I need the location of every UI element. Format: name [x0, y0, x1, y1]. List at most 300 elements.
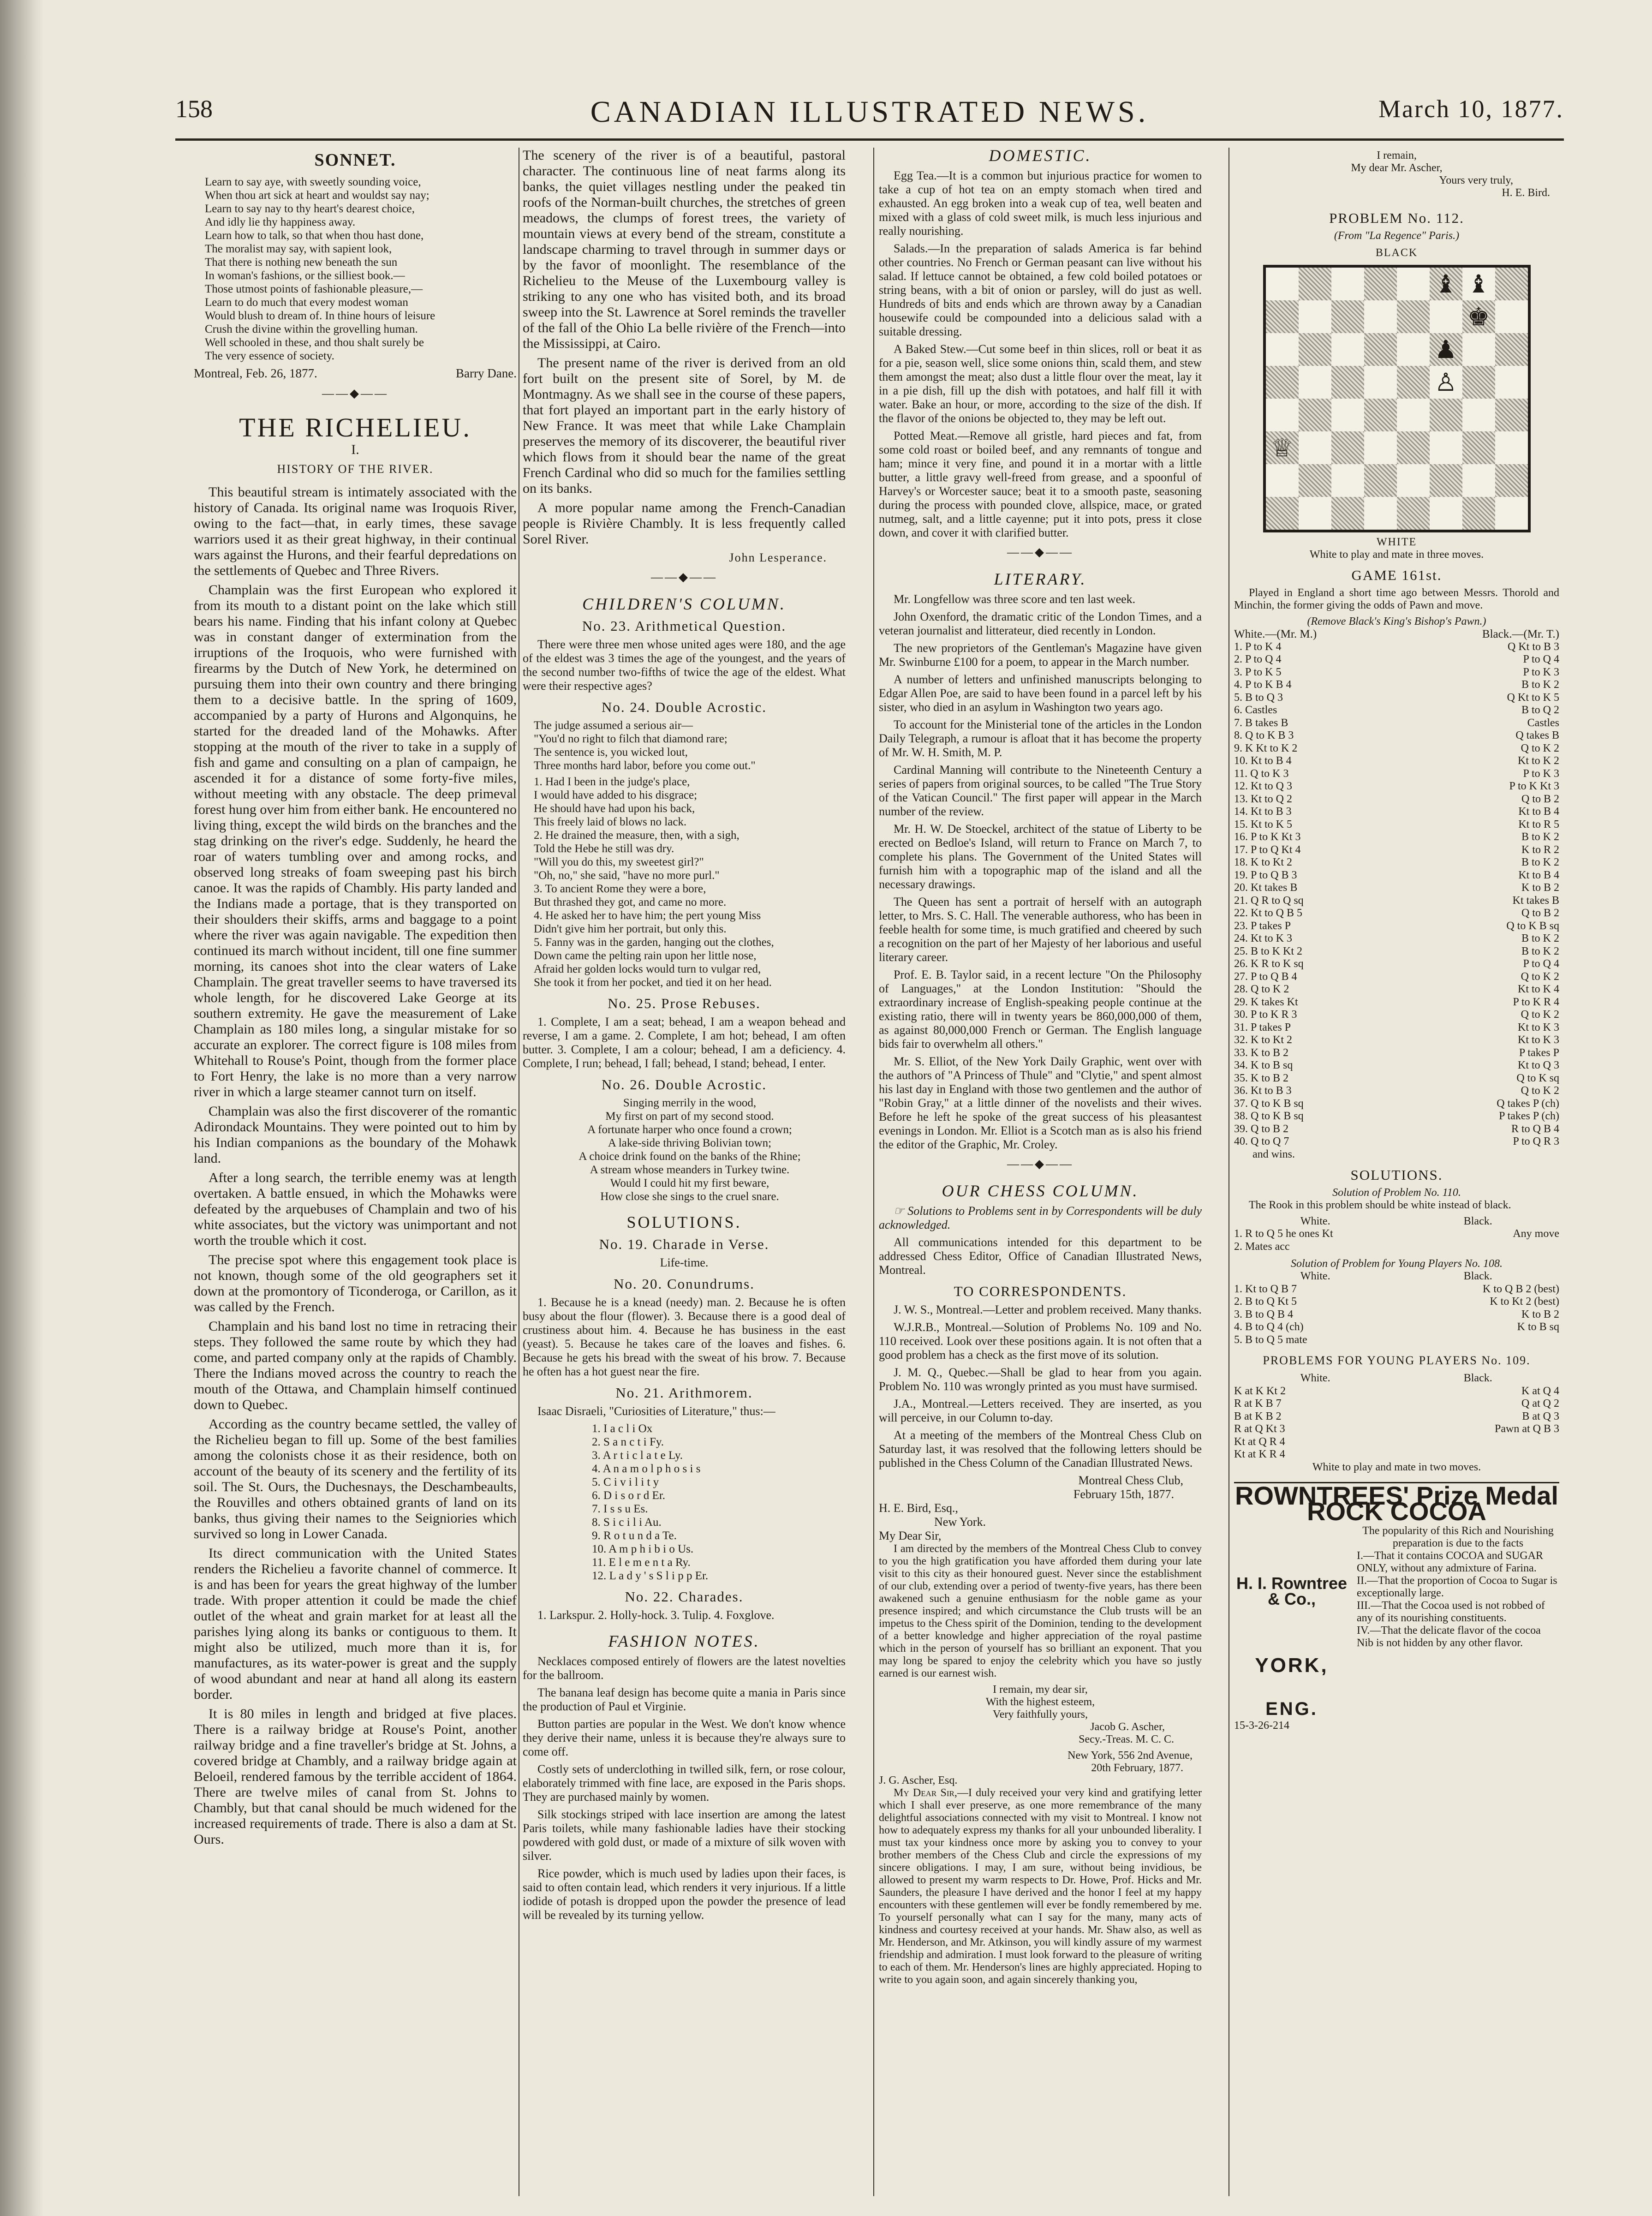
poem-line: The sentence is, you wicked lout, [534, 746, 688, 759]
solutions-title: SOLUTIONS. [626, 1213, 742, 1231]
arithmorem-row: 6. D i s o r d Er. [592, 1489, 666, 1502]
white-move: K at K Kt 2 [1234, 1385, 1286, 1397]
board-square [1397, 464, 1430, 497]
board-square [1266, 268, 1299, 300]
white-move: 16. P to K Kt 3 [1234, 831, 1301, 843]
reply-date: 20th February, 1877. [1091, 1762, 1183, 1774]
richelieu-author: John Lesperance. [729, 551, 827, 564]
advert-point: III.—That the Cocoa used is not robbed of any of its nourishing constituents. [1357, 1599, 1545, 1624]
advert-maker: H. I. Rowntree & Co., [1236, 1573, 1348, 1608]
board-square [1495, 366, 1528, 399]
black-move: K to B sq [1517, 1321, 1559, 1333]
column-1 [194, 148, 517, 2196]
white-move: 2. B to Q Kt 5 [1234, 1296, 1297, 1308]
q24-clues [534, 775, 846, 989]
column-2 [523, 148, 846, 2196]
paragraph: Mr. H. W. De Stoeckel, architect of the statue of Liberty to be erected on Bedloe's Island, will return to France on March 7, to complete his plans. The Government of the United States will furnish him with a topographic map of the island and all the necessary drawings. [879, 822, 1202, 891]
paragraph: Champlain was the first European who explored it from its mouth to a distant point on the lake which still bears his name. Finding that his infant colony at Quebec was in constant danger of extermination from the irruptions of the Iroquois, who were furnished with firearms by the Dutch of New York, he determined on pursuing them into their own country and there bringing them to a decisive battle. In the spring of 1609, accompanied by a party of Hurons and Algonquins, he started for the dreaded land of the Mohawks. After stopping at the mouth of the river to take in a supply of fish and game and consulting on a plan of campaign, he ascended it for a distance of some forty-five miles, without meeting with any obstacle. The deep primeval forest hung over him from either bank. He encountered no living thing, except the wild birds on the branches and the stag drinking on the river's edge. Suddenly, he heard the roar of waters tumbling over and among rocks, and observed long streaks of foam sweeping past his birch canoe. It was the rapids of Chambly. His party landed and the Indians made a portage, that is they transported on their shoulders their skiffs, arms and baggage to a point where the river was again navigable. The expedition then continued its march without incident, till one fine summer morning, its canoes shot into the clear waters of Lake Champlain. The great traveller seems to have traversed its whole length, for he discovered Lake George at its southern extremity. He gave the measurement of Lake Champlain as 180 miles long, a singular mistake for so accurate an explorer. The correct figure is 108 miles from Whitehall to Rouse's Point, though from the former place to Fort Henry, the lake is no more than a very narrow river in which a large steamer cannot turn on itself. [194, 582, 517, 1099]
correspondent-note: J. W. S., Montreal.—Letter and problem received. Many thanks. [894, 1303, 1202, 1316]
poem-line: "You'd no right to filch that diamond rare; [534, 733, 728, 745]
poem-line: Afraid her golden locks would turn to vulgar red, [534, 963, 761, 975]
white-move: 36. Kt to B 3 [1234, 1085, 1292, 1097]
q24-intro [534, 719, 846, 772]
paragraph: Champlain was also the first discoverer of the romantic Adirondack Mountains. They were pointed out to him by his Indian companions as the boundary of the Mohawk land. [194, 1104, 517, 1166]
reply-close-2: My dear Mr. Ascher, [1351, 162, 1443, 174]
ornament-divider: ——◆—— [1007, 545, 1074, 559]
board-square [1299, 497, 1331, 530]
black-move: P to Q 4 [1523, 653, 1559, 665]
s22-title: No. 22. Charades. [625, 1589, 744, 1605]
s19-title: No. 19. Charade in Verse. [599, 1236, 769, 1252]
paragraph: Its direct communication with the United States renders the Richelieu a favorite channel of commerce. It is and has been for years the great highway of the lumber trade. With proper attention it could be made the chief outlet of the wheat and grain market for at least all the parishes lying along its banks or contiguous to them. It might also be utilized, much more than it is, for manufactures, as its water-power is great and the supply of wood abundant and near at hand all along its eastern border. [194, 1546, 517, 1702]
arithmorem-row: 7. I s s u Es. [592, 1503, 648, 1515]
black-move: Kt takes B [1512, 894, 1559, 907]
board-square [1462, 300, 1495, 333]
black-move: Any move [1513, 1228, 1559, 1240]
correspondent-note: J.A., Montreal.—Letters received. They are inserted, as you will perceive, in our Column to-day. [879, 1397, 1202, 1424]
problem-caption: White to play and mate in three moves. [1309, 549, 1484, 561]
board-square [1364, 268, 1397, 300]
binding-shadow [0, 0, 44, 2216]
chess-column-title: OUR CHESS COLUMN. [942, 1182, 1139, 1200]
black-move: B to Q 2 [1521, 704, 1559, 716]
poem-line: But thrashed they got, and came no more. [534, 896, 727, 908]
recipient: H. E. Bird, Esq., [879, 1501, 958, 1515]
s21-title: No. 21. Arithmorem. [615, 1385, 753, 1401]
board-square [1364, 300, 1397, 333]
black-move: Kt to K 3 [1518, 1021, 1559, 1033]
board-square [1430, 399, 1462, 431]
poem-line: And idly lie thy happiness away. [205, 216, 356, 228]
white-move: 25. B to K Kt 2 [1234, 945, 1303, 957]
white-move: 18. K to Kt 2 [1234, 856, 1292, 868]
black-move: Kt to B 4 [1518, 869, 1559, 881]
poem-line: That there is nothing new beneath the sun [205, 256, 398, 269]
p110-white-header: White. [1300, 1215, 1330, 1227]
young-white-header: White. [1300, 1372, 1330, 1384]
black-move: P takes P [1519, 1046, 1559, 1059]
white-move: 35. K to B 2 [1234, 1072, 1289, 1084]
column-3 [879, 148, 1202, 2196]
poem-line: 5. Fanny was in the garden, hanging out the clothes, [534, 936, 774, 949]
black-move: Q to K 2 [1521, 970, 1559, 983]
white-move: 5. B to Q 5 mate [1234, 1333, 1307, 1346]
solutions-title-chess: SOLUTIONS. [1350, 1166, 1443, 1183]
advert-point: IV.—That the delicate flavor of the cocoa Nib is not hidden by any other flavor. [1357, 1624, 1541, 1649]
q25-title: No. 25. Prose Rebuses. [608, 995, 761, 1011]
black-move: Kt to K 3 [1518, 1034, 1559, 1046]
masthead [175, 95, 1564, 136]
white-move: 14. Kt to B 3 [1234, 806, 1292, 818]
black-move: R to Q B 4 [1511, 1123, 1559, 1135]
white-move: 37. Q to K B sq [1234, 1097, 1304, 1110]
board-square [1266, 431, 1299, 464]
fashion-title: FASHION NOTES. [608, 1632, 760, 1650]
header-rule [175, 138, 1564, 141]
sonnet-place: Montreal, Feb. 26, 1877. [194, 366, 317, 380]
white-move: 1. R to Q 5 he ones Kt [1234, 1228, 1333, 1240]
advert-code: 15-3-26-214 [1234, 1719, 1289, 1732]
board-square [1364, 497, 1397, 530]
board-black-label: BLACK [1375, 247, 1418, 259]
black-move: P to K 3 [1523, 767, 1559, 780]
arithmorem-row: 4. A n a m o l p h o s i s [592, 1463, 701, 1475]
board-square [1430, 300, 1462, 333]
reply-salutation: My Dear Sir, [894, 1787, 957, 1799]
paragraph: Mr. S. Elliot, of the New York Daily Graphic, went over with the authors of "A Princess of Thule" and "Clytie," and spent almost his last day in England with those two gentlemen and the author of "Robin Gray," at a little dinner of the novelists and their wives. Before he left he spoke of the great success of his pleasantest evenings in London. Mr. Elliot is a Scotch man as is also his friend the editor of the Graphic, Mr. Croley. [879, 1055, 1202, 1151]
black-move: B to K 2 [1521, 831, 1559, 843]
board-square [1266, 333, 1299, 366]
club-date: February 15th, 1877. [1073, 1487, 1174, 1501]
young-title: PROBLEMS FOR YOUNG PLAYERS No. 109. [1263, 1354, 1531, 1367]
white-move: 10. Kt to B 4 [1234, 755, 1292, 767]
board-square [1397, 300, 1430, 333]
ypp-black-header: Black. [1463, 1270, 1492, 1282]
white-header: White.—(Mr. M.) [1234, 628, 1317, 640]
black-move: Q takes B [1515, 729, 1559, 741]
poem-line: Told the Hebe he still was dry. [534, 842, 674, 855]
white-move: 11. Q to K 3 [1234, 767, 1289, 780]
poem-line: The judge assumed a serious air— [534, 719, 693, 732]
correspondents-title: TO CORRESPONDENTS. [954, 1283, 1127, 1299]
domestic-title: DOMESTIC. [989, 148, 1092, 165]
black-move: Q to K 2 [1521, 742, 1559, 754]
paragraph: To account for the Ministerial tone of the articles in the London Daily Telegraph, a rumour is afloat that it has become the property of Mr. W. H. Smith, M. P. [879, 718, 1202, 759]
black-move: K to R 2 [1521, 843, 1559, 856]
literary-title: LITERARY. [994, 570, 1087, 588]
problem-source: (From "La Regence" Paris.) [1334, 230, 1460, 242]
chess-board [1263, 265, 1531, 532]
white-move: Kt at K R 4 [1234, 1448, 1285, 1460]
page-number: 158 [175, 95, 213, 123]
white-move: R at K B 7 [1234, 1398, 1282, 1410]
black-move: K to Kt 2 (best) [1490, 1296, 1559, 1308]
ypp-title: Solution of Problem for Young Players No. 108. [1291, 1258, 1503, 1270]
children-title: CHILDREN'S COLUMN. [582, 595, 786, 613]
problem-title: PROBLEM No. 112. [1329, 210, 1464, 226]
board-square [1299, 464, 1331, 497]
board-square [1495, 497, 1528, 530]
board-square [1331, 497, 1364, 530]
ypp-moves [1234, 1270, 1559, 1346]
black-move: Q to K 2 [1521, 1085, 1559, 1097]
poem-line: When thou art sick at heart and wouldst say nay; [205, 189, 429, 202]
paragraph: Prof. E. B. Taylor said, in a recent lecture "On the Philosophy of Languages," at the London Institution: "Should the extraordinary increase of English-speaking people continue at the existing ratio, there will in twenty years be 860,000,000 of them, as against 80,000,000 French or German. The English language bids fair to overwhelm all others." [879, 968, 1202, 1051]
white-move: 28. Q to K 2 [1234, 983, 1289, 995]
board-square [1462, 268, 1495, 300]
paragraph: Cardinal Manning will contribute to the Nineteenth Century a series of papers from original sources, to be called "The True Story of the Vatican Council." The first paper will appear in the March number of the review. [879, 763, 1202, 818]
poem-line: A lake-side thriving Bolivian town; [608, 1137, 772, 1149]
black-header: Black.—(Mr. T.) [1482, 628, 1559, 640]
poem-line: I would have added to his disgrace; [534, 789, 698, 801]
advert-intro: The popularity of this Rich and Nourishing preparation is due to the facts [1362, 1524, 1554, 1549]
paragraph: Egg Tea.—It is a common but injurious practice for women to take a cup of hot tea on an empty stomach when tired and exhausted. An egg broken into a weak cup of tea, well beaten and mixed with a glass of cold sweet milk, is much less injurious and really nourishing. [879, 169, 1202, 238]
sonnet-author: Barry Dane. [456, 366, 517, 380]
white-move: 6. Castles [1234, 704, 1277, 716]
richelieu-subtitle: HISTORY OF THE RIVER. [277, 462, 434, 476]
black-move: Kt to B 4 [1518, 806, 1559, 818]
arithmorem-row: 3. A r t i c l a t e Ly. [592, 1449, 683, 1462]
board-square [1430, 431, 1462, 464]
poem-line: 2. He drained the measure, then, with a sigh, [534, 829, 740, 842]
paragraph: The present name of the river is derived from an old fort built on the present site of Sorel, by M. de Montmagny. As we shall see in the course of these papers, that fort played an important part in the early history of New France. It was meet that while Lake Champlain preserves the memory of its discoverer, the beautiful river which flows from it should bear the name of the great French Cardinal who did so much for the families settling on its banks. [523, 355, 846, 496]
black-move: Pawn at Q B 3 [1495, 1423, 1559, 1435]
board-square [1495, 268, 1528, 300]
white-move: 40. Q to Q 7 [1234, 1135, 1289, 1147]
white-move: 15. Kt to K 5 [1234, 818, 1292, 830]
board-square [1430, 333, 1462, 366]
board-square [1331, 333, 1364, 366]
black-move: P takes P (ch) [1499, 1110, 1559, 1122]
white-move: 5. B to Q 3 [1234, 691, 1283, 704]
white-move: 34. K to B sq [1234, 1059, 1293, 1071]
white-move: 2. P to Q 4 [1234, 653, 1282, 665]
poem-line: Three months hard labor, before you come out." [534, 759, 756, 772]
white-move: 8. Q to K B 3 [1234, 729, 1294, 741]
board-square [1331, 366, 1364, 399]
letter-signer-title: Secy.-Treas. M. C. C. [1079, 1733, 1174, 1745]
black-move: Q to K B sq [1506, 920, 1559, 932]
poem-line: Learn to say aye, with sweetly sounding voice, [205, 176, 421, 188]
poem-line: Would I could hit my first beware, [610, 1177, 769, 1189]
board-square [1495, 399, 1528, 431]
white-move: 22. Kt to Q B 5 [1234, 907, 1303, 919]
paragraph: Button parties are popular in the West. We don't know whence they derive their name, unless it is because they're always sure to come off. [523, 1717, 846, 1758]
chess-piece-icon: ♕ [1270, 434, 1294, 462]
black-move: K at Q 4 [1521, 1385, 1559, 1397]
board-square [1462, 366, 1495, 399]
board-square [1331, 399, 1364, 431]
white-move: 3. P to K 5 [1234, 666, 1282, 678]
paragraph: According as the country became settled, the valley of the Richelieu began to fill up. Some of the best families among the colonists chose it as their residence, both on account of the beauty of its scenery and the fertility of its soil. The St. Ours, the Duchesnays, the Deschambeaults, the Rouvilles and others obtained grants of land on its banks, thus giving their names to the Seigniories which survived so long in Lower Canada. [194, 1416, 517, 1541]
board-square [1331, 431, 1364, 464]
game-intro: Played in England a short time ago between Messrs. Thorold and Minchin, the former giving the odds of Pawn and move. [1234, 587, 1559, 611]
paragraph: Rice powder, which is much used by ladies upon their faces, is said to often contain lead, which renders it very injurious. If a little iodide of potash is dropped upon the powder the presence of lead will be revealed by its turning yellow. [523, 1867, 846, 1922]
p110-black-header: Black. [1463, 1215, 1492, 1227]
board-square [1495, 300, 1528, 333]
board-square [1299, 300, 1331, 333]
board-square [1299, 399, 1331, 431]
closing-line: Very faithfully yours, [993, 1708, 1088, 1720]
black-move: P to K R 4 [1513, 996, 1559, 1008]
paragraph: Necklaces composed entirely of flowers are the latest novelties for the ballroom. [523, 1655, 846, 1682]
paragraph: The Queen has sent a portrait of herself with an autograph letter, to Mrs. S. C. Hall. The venerable authoress, who has been in feeble health for some time, is much gratified and cheered by such a recognition on the part of her Majesty of her laborious and useful literary career. [879, 895, 1202, 964]
board-square [1331, 464, 1364, 497]
board-square [1266, 399, 1299, 431]
paragraph: The scenery of the river is of a beautiful, pastoral character. The continuous line of neat farms along its banks, the quiet villages nestling under the peaked tin roofs of the Norman-built churches, the stretches of green meadows, the clumps of forest trees, the variety of mountain views at every bend of the stream, constitute a landscape charming to travel through in summer days or by the favor of moonlight. The resemblance of the Richelieu to the Meuse of the Luxembourg valley is striking to any one who has visited both, and its broad sweep into the St. Lawrence at Sorel reminds the traveller of the fall of the Ohio La belle rivière of the French—into the Mississippi, at Cairo. [523, 148, 846, 351]
poem-line: The moralist may say, with sapient look, [205, 243, 392, 255]
poem-line: A fortunate harper who once found a crown; [587, 1123, 792, 1136]
black-move [1397, 1334, 1560, 1347]
s21-intro: Isaac Disraeli, "Curiosities of Literature," thus:— [537, 1404, 775, 1418]
white-move: Kt at Q R 4 [1234, 1435, 1285, 1448]
white-move: 38. Q to K B sq [1234, 1110, 1304, 1122]
paragraph: John Oxenford, the dramatic critic of the London Times, and a veteran journalist and litterateur, died recently in London. [879, 610, 1202, 637]
poem-line: "Will you do this, my sweetest girl?" [534, 856, 704, 868]
poem-line: He should have had upon his back, [534, 802, 695, 815]
poem-line: 1. Had I been in the judge's place, [534, 776, 690, 788]
paragraph: This beautiful stream is intimately associated with the history of Canada. Its original name was Iroquois River, owing to the fact—that, in early times, these savage warriors used it as their great highway, in their continual wars against the Hurons, and their fearful depredations on the settlements of Quebec and Three Rivers. [194, 484, 517, 578]
black-move: Kt to K 4 [1518, 983, 1559, 995]
s22-text: 1. Larkspur. 2. Holly-hock. 3. Tulip. 4. Foxglove. [537, 1608, 775, 1622]
poem-line: In woman's fashions, or the silliest book.— [205, 269, 405, 282]
poem-line: She took it from her pocket, and tied it on her head. [534, 976, 772, 989]
white-move: 27. P to Q B 4 [1234, 970, 1297, 983]
arithmorem-row: 2. S a n c t i Fy. [592, 1436, 664, 1448]
game-end: and wins. [1252, 1148, 1295, 1160]
paragraph: Salads.—In the preparation of salads America is far behind other countries. No French or German peasant can live without his salad. If lettuce cannot be obtained, a few cold boiled potatoes or string beans, with a bit of onion or parsley, will do just as well. Hundreds of bits and ends which are thrown away by a Canadian housewife could be compounded into a delicious salad with a suitable dressing. [879, 242, 1202, 338]
white-move: 7. B takes B [1234, 717, 1288, 729]
letter-closing [879, 1684, 1202, 1721]
poem-line: Crush the divine within the grovelling human. [205, 323, 418, 335]
black-move: Q to B 2 [1521, 907, 1559, 919]
sonnet-signature [194, 365, 517, 381]
paper-title: CANADIAN ILLUSTRATED NEWS. [590, 95, 1149, 129]
board-square [1397, 431, 1430, 464]
poem-line: Learn to say nay to thy heart's dearest choice, [205, 203, 415, 215]
black-move: B to K 2 [1521, 932, 1559, 944]
paragraph: Potted Meat.—Remove all gristle, hard pieces and fat, from some cold roast or boiled beef, and any remnants of tongue and ham; mince it very fine, and pound it in a mortar with a little butter, a little gravy well-freed from grease, and a spoonful of Harvey's or Worcester sauce; beat it to a smooth paste, seasoning during the process with pounded clove, allspice, mace, or grated nutmeg, salt, and a little cayenne; put it into pots, press it close down, and cover it with clarified butter. [879, 429, 1202, 539]
advert-point: I.—That it contains COCOA and SUGAR ONLY, without any admixture of Farina. [1357, 1549, 1543, 1574]
game-opening-note: (Remove Black's King's Bishop's Pawn.) [1307, 615, 1486, 627]
board-square [1364, 366, 1397, 399]
correspondent-note: W.J.R.B., Montreal.—Solution of Problems No. 109 and No. 110 received. Look over these positions again. It is not often that a good problem has a check as the first move of its solution. [879, 1320, 1202, 1362]
advert-maker-block [1234, 1525, 1349, 1717]
sonnet-lines [205, 175, 517, 363]
arithmorem-row: 12. L a d y ' s S l i p p Er. [592, 1570, 709, 1582]
s19-text: Life-time. [660, 1256, 709, 1269]
board-square [1462, 464, 1495, 497]
black-move: K to B 2 [1521, 882, 1559, 894]
white-move: 2. Mates acc [1234, 1240, 1290, 1253]
board-square [1331, 300, 1364, 333]
black-move [1397, 1448, 1560, 1461]
board-square [1495, 464, 1528, 497]
arithmorem-row: 5. C i v i l i t y [592, 1476, 659, 1488]
correspondents-list [879, 1303, 1202, 1425]
arithmorem-row: 1. I a c l i Ox [592, 1422, 653, 1435]
advert-point: II.—That the proportion of Cocoa to Sugar is exceptionally large. [1357, 1574, 1557, 1599]
black-move: Kt to R 5 [1518, 818, 1559, 830]
chess-note: ☞ Solutions to Problems sent in by Correspondents will be duly acknowledged. [879, 1204, 1202, 1231]
literary-body [879, 592, 1202, 1152]
white-move: 20. Kt takes B [1234, 882, 1298, 894]
paragraph: Silk stockings striped with lace insertion are among the latest Paris toilets, while many fashionable ladies have their stocking powdered with gold dust, or made of a mixture of silk woven with silver. [523, 1808, 846, 1863]
white-move: 4. B to Q 4 (ch) [1234, 1321, 1304, 1333]
game-title: GAME 161st. [1351, 567, 1442, 583]
black-move [1397, 1436, 1560, 1449]
domestic-body [879, 169, 1202, 540]
white-move: 26. K R to K sq [1234, 958, 1304, 970]
reply-close-3: Yours very truly, [1439, 174, 1513, 186]
poem-line: The very essence of society. [205, 350, 334, 362]
black-move [1397, 1241, 1560, 1254]
black-move: Q Kt to B 3 [1507, 640, 1559, 653]
white-move: 31. P takes P [1234, 1021, 1291, 1033]
club-letter: I am directed by the members of the Montreal Chess Club to convey to you the high gratification you have afforded them during your late visit to this city as their honoured guest. Never since the establishment of our club, extending over a period of twenty-five years, has there been awakened such a genuine enthusiasm for the noble game as your presence inspired; and which circumstance the Club trusts will be an impetus to the Chess spirit of the Dominion, tending to the development of a better knowledge and higher appreciation of the royal pastime which in the person of yourself has so brilliant an exponent. That you may long be spared to enjoy the celebrity which you have so justly earned is our earnest wish. [879, 1543, 1202, 1679]
q26-lines [534, 1096, 846, 1203]
chess-piece-icon: ♝ [1434, 270, 1457, 298]
paragraph: The new proprietors of the Gentleman's Magazine have given Mr. Swinburne £100 for a poem, to appear in the March number. [879, 641, 1202, 669]
chess-address: All communications intended for this department to be addressed Chess Editor, Office of Canadian Illustrated News, Montreal. [879, 1236, 1202, 1277]
rowntree-advert [1234, 1482, 1559, 1732]
chess-piece-icon: ♟ [1434, 335, 1457, 364]
white-move: 3. B to Q B 4 [1234, 1308, 1294, 1320]
reply-text [879, 1787, 1202, 1986]
black-move: B at Q 3 [1522, 1410, 1559, 1422]
ornament-divider: ——◆—— [322, 387, 388, 400]
s21-rows [592, 1422, 846, 1583]
arithmorem-row: 8. S i c i l i Au. [592, 1516, 662, 1529]
ornament-divider: ——◆—— [651, 570, 717, 584]
young-moves [1234, 1372, 1559, 1461]
black-move: B to K 2 [1521, 856, 1559, 868]
paragraph: A Baked Stew.—Cut some beef in thin slices, roll or beat it as for a pie, season well, slice some onions thin, scald them, and stew them amongst the meat; also dust a little flour over the meat, lay it in a pie dish, fill up the dish with potatoes, and half fill it with water. Bake an hour, or more, according to the size of the dish. If the flavor of the onions be objected to, they may be left out. [879, 342, 1202, 425]
white-move: 23. P takes P [1234, 920, 1291, 932]
board-square [1266, 300, 1299, 333]
white-move: 24. Kt to K 3 [1234, 932, 1292, 944]
paragraph: The banana leaf design has become quite a mania in Paris since the production of Paul et Virginie. [523, 1686, 846, 1713]
paragraph: Mr. Longfellow was three score and ten last week. [894, 592, 1136, 606]
poem-line: Learn how to talk, so that when thou hast done, [205, 229, 424, 242]
board-square [1266, 366, 1299, 399]
chess-piece-icon: ♝ [1467, 270, 1490, 298]
chess-piece-icon: ♙ [1434, 368, 1457, 396]
white-move: B at K B 2 [1234, 1410, 1282, 1422]
q23-text: There were three men whose united ages were 180, and the age of the eldest was 3 times the age of the youngest, and the years of the second number two-fifths of twice the age of the eldest. What were their respective ages? [523, 638, 846, 693]
paragraph: The precise spot where this engagement took place is not known, though some of the old geographers set it down at the promontory of Ticonderoga, or Carillon, as it was called by the French. [194, 1252, 517, 1314]
ornament-divider: ——◆—— [1007, 1157, 1074, 1171]
black-move: P to K Kt 3 [1509, 780, 1559, 792]
white-move: 12. Kt to Q 3 [1234, 780, 1292, 792]
correspondent-note: J. M. Q., Quebec.—Shall be glad to hear from you again. Problem No. 110 was wrongly printed as you must have surmised. [879, 1366, 1202, 1393]
board-square [1462, 399, 1495, 431]
board-square [1331, 268, 1364, 300]
paragraph: A number of letters and unfinished manuscripts belonging to Edgar Allen Poe, are said to have been found in a parcel left by his sister, who died in an asylum in Washington two years ago. [879, 673, 1202, 714]
advert-title: ROWNTREES' Prize Medal ROCK COCOA [1235, 1481, 1558, 1526]
poem-line: Singing merrily in the wood, [623, 1097, 757, 1109]
closing-line: I remain, my dear sir, [993, 1684, 1088, 1696]
board-square [1462, 497, 1495, 530]
board-white-label: WHITE [1376, 536, 1417, 548]
arithmorem-row: 9. R o t u n d a Te. [592, 1529, 677, 1542]
black-move: K to Q B 2 (best) [1483, 1283, 1559, 1295]
board-square [1364, 464, 1397, 497]
q25-text: 1. Complete, I am a seat; behead, I am a weapon behead and reverse, I am a game. 2. Complete, I am hot; behead, I am often butter. 3. Complete, I am a colour; behead, I am a deficiency. 4. Complete, I run; behead, I fall; behead, I stand; behead, I enter. [523, 1015, 846, 1070]
board-square [1397, 333, 1430, 366]
poem-line: Down came the pelting rain upon her little nose, [534, 950, 757, 962]
board-square [1397, 399, 1430, 431]
black-move: Q to K 2 [1521, 1009, 1559, 1021]
board-square [1397, 366, 1430, 399]
board-square [1299, 268, 1331, 300]
richelieu-continued [523, 148, 846, 547]
young-black-header: Black. [1463, 1372, 1492, 1384]
advert-country: ENG. [1265, 1698, 1318, 1719]
board-square [1266, 464, 1299, 497]
black-move: Kt to Q 3 [1518, 1059, 1559, 1071]
white-move: 1. P to K 4 [1234, 640, 1282, 653]
poem-line: A choice drink found on the banks of the Rhine; [578, 1150, 801, 1163]
board-square [1430, 464, 1462, 497]
board-square [1299, 333, 1331, 366]
ypp-white-header: White. [1300, 1270, 1330, 1282]
paragraph: A more popular name among the French-Canadian people is Rivière Chambly. It is less frequently called Sorel River. [523, 500, 846, 547]
reply-signer: H. E. Bird. [1502, 187, 1550, 199]
black-move: B to K 2 [1521, 679, 1559, 691]
white-move: 30. P to K R 3 [1234, 1009, 1297, 1021]
board-square [1266, 497, 1299, 530]
